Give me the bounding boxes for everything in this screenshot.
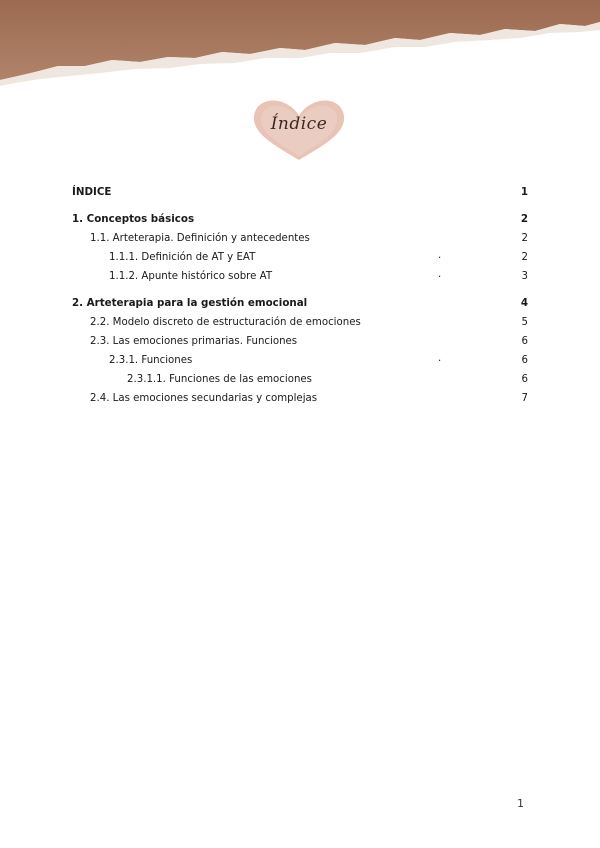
toc-entry-2-2[interactable] <box>72 313 528 332</box>
toc-leader-dot: . <box>438 353 442 364</box>
toc-label: 1.1.1. Definición de AT y EAT <box>109 252 256 263</box>
toc-leader-dot: . <box>438 250 442 261</box>
toc-label: 2.3. Las emociones primarias. Funciones <box>90 336 298 347</box>
toc-page: 2 <box>521 252 528 263</box>
toc-entry-index[interactable] <box>72 183 528 202</box>
toc-label: 1.1.2. Apunte histórico sobre AT <box>109 271 273 282</box>
toc-page: 5 <box>521 317 528 328</box>
toc-label: 2. Arteterapia para la gestión emocional <box>72 297 308 309</box>
toc-page: 4 <box>520 297 528 309</box>
toc-label: ÍNDICE <box>72 186 112 198</box>
toc-entry-1-1-2[interactable] <box>72 267 528 286</box>
heart-badge <box>246 96 352 162</box>
toc-label: 2.3.1.1. Funciones de las emociones <box>127 374 312 385</box>
toc-entry-1-1-1[interactable] <box>72 248 528 267</box>
toc-label: 2.2. Modelo discreto de estructuración de emociones <box>90 317 361 328</box>
toc-entry-2-3-1[interactable] <box>72 351 528 370</box>
heart-title: Índice <box>270 114 328 134</box>
toc-entry-1-1[interactable] <box>72 229 528 248</box>
toc-page: 2 <box>521 233 528 244</box>
toc-page: 7 <box>521 393 528 404</box>
toc-entry-2-4[interactable] <box>72 389 528 408</box>
toc-leader-dot: . <box>438 269 442 280</box>
page-number: 1 <box>517 797 524 810</box>
toc-label: 1. Conceptos básicos <box>72 213 195 225</box>
torn-paper-banner <box>0 0 600 95</box>
toc-page: 6 <box>521 336 528 347</box>
toc-label: 2.3.1. Funciones <box>109 355 193 366</box>
toc-page: 6 <box>521 374 528 385</box>
table-of-contents <box>72 183 528 408</box>
toc-page: 6 <box>521 355 528 366</box>
toc-entry-2-3-1-1[interactable] <box>72 370 528 389</box>
toc-page: 1 <box>520 186 528 198</box>
toc-entry-section-2[interactable] <box>72 294 528 313</box>
toc-label: 2.4. Las emociones secundarias y complejas <box>90 393 318 404</box>
toc-page: 2 <box>520 213 528 225</box>
toc-entry-section-1[interactable] <box>72 210 528 229</box>
toc-entry-2-3[interactable] <box>72 332 528 351</box>
toc-page: 3 <box>521 271 528 282</box>
toc-label: 1.1. Arteterapia. Definición y antecedentes <box>90 233 310 244</box>
